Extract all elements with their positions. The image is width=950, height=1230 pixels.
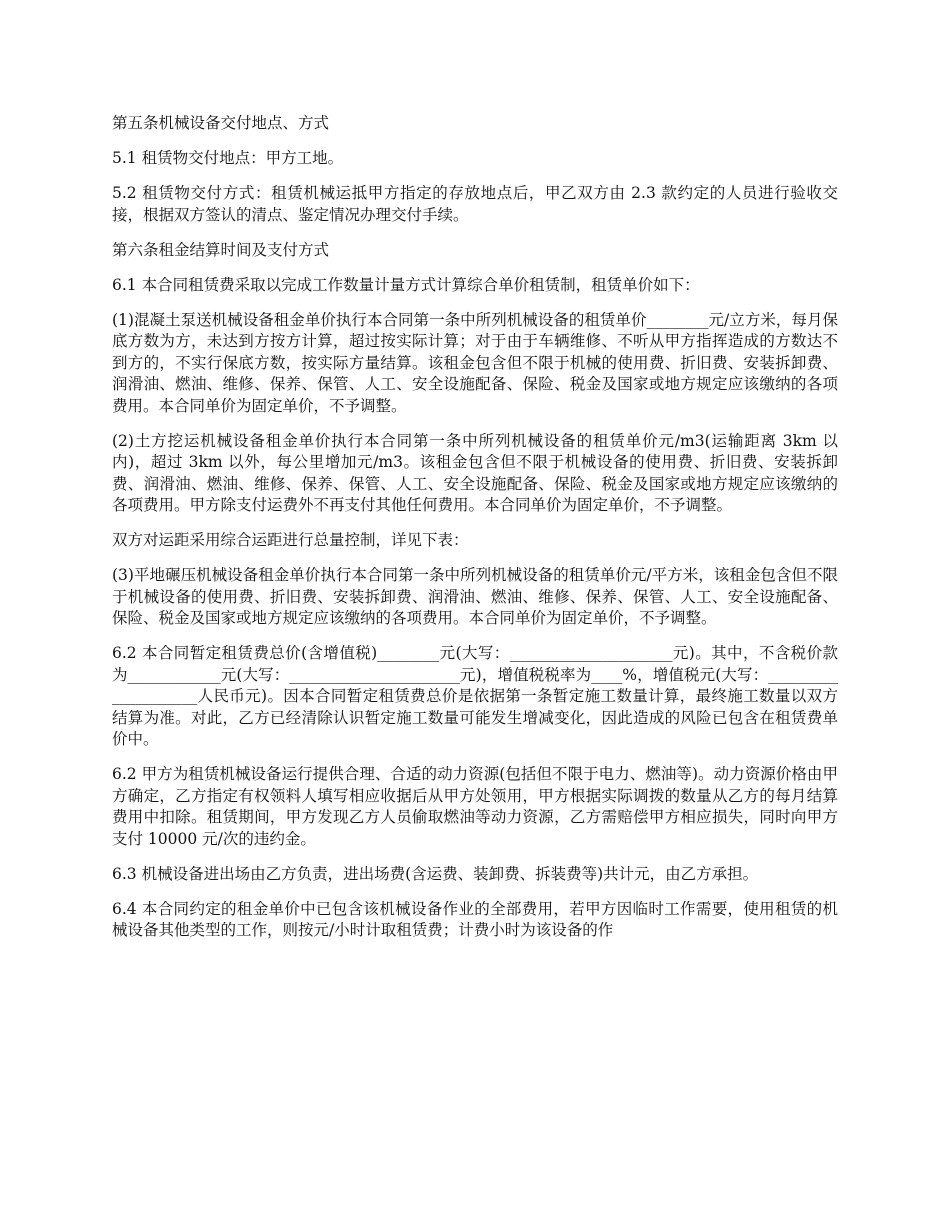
clause-6-2-power-resources: 6.2 甲方为租赁机械设备运行提供合理、合适的动力资源(包括但不限于电力、燃油等)。动力资源价格由甲方确定，乙方指定有权领料人填写相应收据后从甲方处领用，甲方根据实际调拨的数量从乙方的每月结算费用中扣除。租赁期间，甲方发现乙方人员偷取燃油等动力资源，乙方需赔偿甲方相应损失，同时向甲方支付 10000 元/次的违约金。 [112,765,838,848]
clause-6-1-item-1: (1)混凝土泵送机械设备租金单价执行本合同第一条中所列机械设备的租赁单价________元/立方米，每月保底方数为方，未达到方按方计算，超过按实际计算；对于由于车辆维修、不听从甲方指挥造成的方数达不到方的，不实行保底方数，按实际方量结算。该租金包含但不限于机械的使用费、折旧费、安装拆卸费、润滑油、燃油、维修、保养、保管、人工、安全设施配备、保险、税金及国家或地方规定应该缴纳的各项费用。本合同单价为固定单价，不予调整。 [112,310,838,415]
section-heading-6: 第六条租金结算时间及支付方式 [112,240,330,259]
document-page [112,113,838,955]
distance-control-note: 双方对运距采用综合运距进行总量控制，详见下表： [112,531,469,549]
section-heading-5: 第五条机械设备交付地点、方式 [112,114,330,132]
clause-6-2-total-price: 6.2 本合同暂定租赁费总价(含增值税)________元(大写：_____________________元)。其中，不含税价款为____________元(大写：______________________元)，增值税税率为____%，增值税元(大写：____________________人民币元)。因本合同暂定租赁费总价是依据第一条暂定施工数量计算，最终施工数量以双方结算为准。对此，乙方已经清除认识暂定施工数量可能发生增减变化，因此造成的风险已包含在租赁费单价中。 [112,644,838,748]
clause-6-3: 6.3 机械设备进出场由乙方负责，进出场费(含运费、装卸费、拆装费等)共计元，由乙方承担。 [112,864,759,883]
clause-6-1: 6.1 本合同租赁费采取以完成工作数量计量方式计算综合单价租赁制，租赁单价如下： [112,275,700,294]
clause-5-1: 5.1 租赁物交付地点：甲方工地。 [112,149,344,167]
clause-6-1-item-2: (2)土方挖运机械设备租金单价执行本合同第一条中所列机械设备的租赁单价元/m3(运输距离 3km 以内)，超过 3km 以外，每公里增加元/m3。该租金包含但不限于机械设备的使用费、折旧费、安装拆卸费、润滑油、燃油、维修、保养、保管、人工、安全设施配备、保险、税金及国家或地方规定应该缴纳的各项费用。甲方除支付运费外不再支付其他任何费用。本合同单价为固定单价，不予调整。 [112,431,838,514]
clause-6-4: 6.4 本合同约定的租金单价中已包含该机械设备作业的全部费用，若甲方因临时工作需要，使用租赁的机械设备其他类型的工作，则按元/小时计取租赁费；计费小时为该设备的作 [112,899,838,939]
clause-6-1-item-3: (3)平地碾压机械设备租金单价执行本合同第一条中所列机械设备的租赁单价元/平方米，该租金包含但不限于机械设备的使用费、折旧费、安装拆卸费、润滑油、燃油、维修、保养、保管、人工、安全设施配备、保险、税金及国家或地方规定应该缴纳的各项费用。本合同单价为固定单价，不予调整。 [112,566,838,627]
clause-5-2: 5.2 租赁物交付方式：租赁机械运抵甲方指定的存放地点后，甲乙双方由 2.3 款约定的人员进行验收交接，根据双方签认的清点、鉴定情况办理交付手续。 [112,184,838,224]
